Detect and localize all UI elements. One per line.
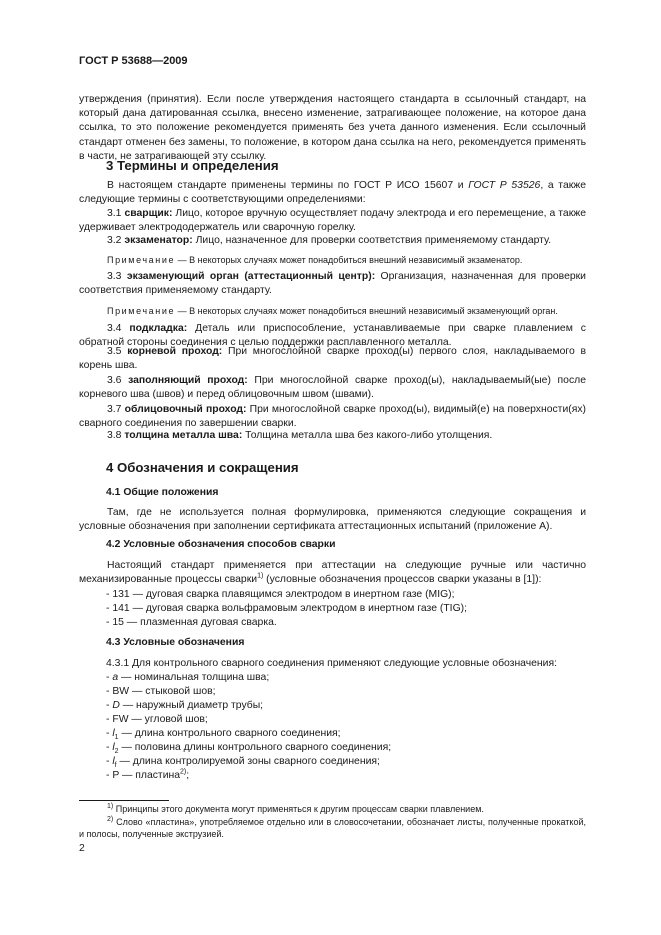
section-3-lead — [79, 179, 586, 207]
term-3-7 — [79, 403, 586, 431]
term-number: 3.4 — [107, 323, 130, 334]
term-number: 3.1 — [107, 208, 125, 219]
section-4-2-heading: 4.2 Условные обозначения способов сварки — [106, 539, 336, 550]
item-text: — наружный диаметр трубы; — [119, 700, 264, 711]
term-3-5 — [79, 345, 586, 373]
term-3-6 — [79, 374, 586, 402]
note-3-2 — [79, 254, 586, 266]
text-part: Настоящий стандарт применяется при аттестации на следующие ручные или частично механизированные процессы сварки — [79, 560, 586, 586]
term-name: толщина металла шва: — [124, 430, 243, 441]
term-definition: Лицо, назначенное для проверки соответствия применяемому стандарту. — [192, 235, 552, 246]
item-text: — длина контрольного сварного соединения; — [118, 728, 341, 739]
term-name: сварщик: — [124, 208, 173, 219]
note-dash: — — [175, 255, 190, 265]
term-definition: При многослойной сварке проход(ы), видимый(е) на поверхности(ях) сварного соединения по завершении сварки. — [79, 404, 586, 430]
note-3-3 — [79, 305, 586, 317]
lead-standard-ref: ГОСТ Р 53526 — [468, 180, 541, 191]
term-name: облицовочный проход: — [124, 404, 247, 415]
process-item-131: - 131 — дуговая сварка плавящимся электродом в инертном газе (MIG); — [106, 589, 455, 600]
footnote-text: Слово «пластина», употребляемое отдельно или в словосочетании, обозначает листы, полученные прокаткой, и полосы, полученные экструзией. — [79, 817, 586, 839]
note-label: Примечание — [107, 306, 176, 316]
term-name: экзаменующий орган (аттестационный центр): — [126, 271, 376, 282]
footnote-text: Принципы этого документа могут применяться к другим процессам сварки плавлением. — [113, 804, 484, 814]
text-part: (условные обозначения процессов сварки указаны в [1]): — [263, 574, 542, 586]
item-subscript: 2 — [114, 748, 119, 756]
footnote-rule — [79, 800, 169, 801]
item-dash: - — [106, 672, 113, 683]
item-text: — длина контролируемой зоны сварного соединения; — [116, 756, 380, 767]
footnote-mark: 2) — [107, 816, 114, 823]
term-name: заполняющий проход: — [128, 375, 248, 386]
lead-text: В настоящем стандарте применены термины по ГОСТ Р ИСО 15607 и — [107, 180, 469, 191]
footnote-mark: 1) — [107, 803, 114, 810]
note-text: В некоторых случаях может понадобиться внешний независимый экзаменующий орган. — [189, 306, 558, 316]
term-name: корневой проход: — [127, 346, 223, 357]
item-text: BW — стыковой шов; — [112, 686, 216, 697]
section-4-1-heading: 4.1 Общие положения — [106, 487, 219, 498]
term-3-3 — [79, 270, 586, 298]
term-definition: Организация, назначенная для проверки соответствия применяемому стандарту. — [79, 271, 586, 297]
item-dash: - — [106, 742, 113, 753]
term-3-2 — [79, 234, 586, 248]
term-3-1 — [79, 207, 586, 235]
section-4-2-text — [79, 559, 586, 587]
item-symbol: D — [112, 700, 120, 711]
term-number: 3.7 — [107, 404, 125, 415]
section-4-3-heading: 4.3 Условные обозначения — [106, 637, 245, 648]
process-item-141: - 141 — дуговая сварка вольфрамовым электродом в инертном газе (TIG); — [106, 603, 467, 614]
item-subscript: 1 — [114, 734, 119, 742]
item-text: P — пластина — [112, 770, 181, 781]
item-symbol: l — [112, 742, 115, 753]
term-number: 3.3 — [107, 271, 127, 282]
item-dash: - — [106, 686, 113, 697]
lead-text-end: , а также следующие термины с соответствующими определениями: — [79, 180, 587, 206]
note-label: Примечание — [107, 255, 176, 265]
item-dash: - — [106, 756, 113, 767]
item-subscript: f — [114, 762, 117, 770]
term-number: 3.8 — [107, 430, 125, 441]
item-symbol: l — [112, 756, 115, 767]
term-definition: Деталь или приспособление, устанавливаемые при сварке плавлением с обратной стороны соединения с целью поддержки расплавленного металла. — [79, 323, 586, 349]
footnote-2 — [79, 816, 586, 840]
symbol-item-l2 — [106, 741, 391, 755]
item-dash: - — [106, 770, 113, 781]
footnote-ref-1: 1) — [257, 572, 264, 580]
process-item-15: - 15 — плазменная дуговая сварка. — [106, 617, 277, 628]
symbol-item-a — [106, 671, 269, 685]
item-text: — половина длины контрольного сварного соединения; — [118, 742, 392, 753]
term-number: 3.5 — [107, 346, 128, 357]
symbol-item-fw — [106, 713, 208, 727]
item-text: — номинальная толщина шва; — [118, 672, 270, 683]
symbol-item-d — [106, 699, 263, 713]
item-dash: - — [106, 714, 113, 725]
term-name: подкладка: — [129, 323, 188, 334]
term-definition: При многослойной сварке проход(ы), накладываемый(ые) после корневого шва (швов) и перед облицовочным швом (швами). — [79, 375, 586, 401]
symbol-item-lf — [106, 755, 380, 769]
item-symbol: l — [112, 728, 115, 739]
section-4-1-text: Там, где не используется полная формулировка, применяются следующие сокращения и условные обозначения при заполнении сертификата аттестационных испытаний (приложение А). — [79, 507, 586, 533]
item-tail: ; — [186, 770, 190, 781]
item-dash: - — [106, 728, 113, 739]
footnote-ref-2: 2) — [180, 768, 187, 776]
note-dash: — — [175, 306, 190, 316]
term-definition: Лицо, которое вручную осуществляет подачу электрода и его перемещение, а также удерживает электрододержатель или сварочную горелку. — [79, 208, 586, 234]
footnote-1 — [79, 803, 586, 815]
section-3-heading: 3 Термины и определения — [106, 158, 279, 173]
item-symbol: a — [112, 672, 119, 683]
document-header-code: ГОСТ Р 53688—2009 — [79, 55, 188, 67]
term-definition: При многослойной сварке проход(ы) первого слоя, накладываемого в корень шва. — [79, 346, 586, 372]
item-text: FW — угловой шов; — [112, 714, 208, 725]
symbol-item-p — [106, 769, 189, 783]
term-number: 3.2 — [107, 235, 125, 246]
term-definition: Толщина металла шва без какого-либо утолщения. — [242, 430, 493, 441]
item-dash: - — [106, 700, 113, 711]
intro-paragraph: утверждения (принятия). Если после утверждения настоящего стандарта в ссылочный стандарт, на который дана датированная ссылка, внесено изменение, затрагивающее положение, на которое дана ссылка, то это положение рекомендуется применять без учета данного изменения. Если ссылочный стандарт отменен без замены, то положение, в котором дана ссылка на него, рекомендуется применять в части, не затрагивающей эту ссылку. — [79, 94, 586, 162]
term-number: 3.6 — [107, 375, 129, 386]
note-text: В некоторых случаях может понадобиться внешний независимый экзаменатор. — [189, 255, 523, 265]
symbol-item-l1 — [106, 727, 341, 741]
page-number: 2 — [79, 843, 85, 854]
symbol-item-bw — [106, 685, 216, 699]
term-name: экзаменатор: — [124, 235, 193, 246]
term-3-8 — [79, 429, 586, 443]
section-4-heading: 4 Обозначения и сокращения — [106, 460, 299, 475]
section-4-3-1-lead: 4.3.1 Для контрольного сварного соединения применяют следующие условные обозначения: — [106, 658, 557, 669]
